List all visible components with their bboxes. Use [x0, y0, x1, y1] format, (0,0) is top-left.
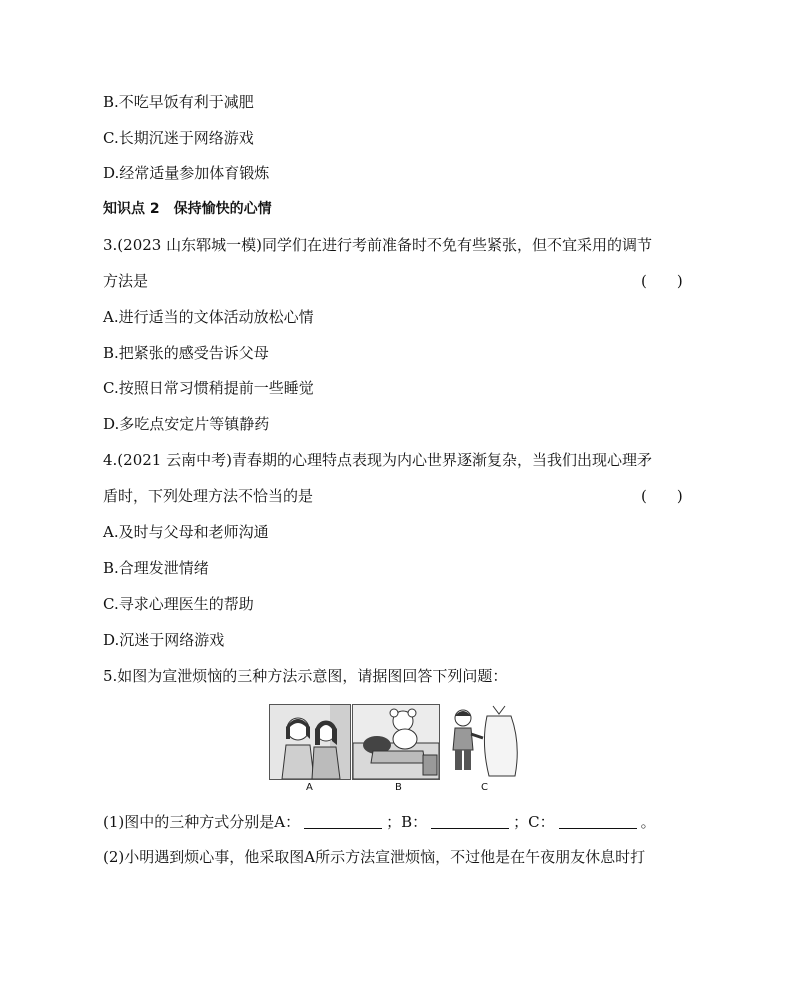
question-5: 5.如图为宣泄烦恼的三种方法示意图，请据图回答下列问题：: [103, 667, 508, 685]
q4-option-d: D.沉迷于网络游戏: [103, 631, 225, 649]
punching-bag-illustration: [441, 704, 521, 778]
question-5-part-2: (2)小明遇到烦心事，他采取图A所示方法宣泄烦恼，不过他是在午夜朋友休息时打: [103, 848, 646, 866]
answer-blank-c[interactable]: [559, 814, 637, 829]
question-4-line-2: 盾时，下列处理方法不恰当的是: [103, 487, 314, 505]
q4-option-a: A.及时与父母和老师沟通: [103, 523, 269, 541]
q3-option-c: C.按照日常习惯稍提前一些睡觉: [103, 379, 314, 397]
question-3-line-1: 3.(2023 山东郓城一模)同学们在进行考前准备时不免有些紧张，但不宜采用的调节: [103, 236, 652, 254]
q5-1-c-label: ；C：: [513, 813, 555, 831]
q4-option-b: B.合理发泄情绪: [103, 559, 209, 577]
q5-1-end: 。: [640, 813, 656, 831]
option-c-line: C.长期沉迷于网络游戏: [103, 129, 254, 147]
answer-paren-q3: ( ): [641, 272, 683, 290]
answer-paren-q4: ( ): [641, 487, 683, 505]
two-girls-talking-illustration: [270, 705, 350, 779]
caption-a: A: [306, 782, 313, 793]
question-5-part-1: [103, 812, 656, 832]
q3-option-a: A.进行适当的文体活动放松心情: [103, 308, 314, 326]
answer-blank-b[interactable]: [431, 814, 509, 829]
figure-panel-c: [441, 704, 521, 778]
crying-on-bed-illustration: [353, 705, 439, 779]
figure-panel-b: [352, 704, 440, 780]
q3-option-b: B.把紧张的感受告诉父母: [103, 344, 269, 362]
option-b-line: B.不吃早饭有利于减肥: [103, 93, 254, 111]
answer-blank-a[interactable]: [304, 814, 382, 829]
question-4-line-1: 4.(2021 云南中考)青春期的心理特点表现为内心世界逐渐复杂，当我们出现心理矛: [103, 451, 652, 469]
venting-methods-figure: [269, 704, 521, 792]
question-3-line-2: 方法是: [103, 272, 149, 290]
figure-panel-a: [269, 704, 351, 780]
q5-1-prefix: (1)图中的三种方式分别是A：: [103, 813, 301, 831]
caption-c: C: [481, 782, 488, 793]
section-heading: 知识点 2 保持愉快的心情: [103, 201, 272, 217]
q5-1-b-label: ；B：: [386, 813, 428, 831]
option-d-line: D.经常适量参加体育锻炼: [103, 164, 270, 182]
q3-option-d: D.多吃点安定片等镇静药: [103, 415, 270, 433]
q4-option-c: C.寻求心理医生的帮助: [103, 595, 254, 613]
caption-b: B: [395, 782, 402, 793]
